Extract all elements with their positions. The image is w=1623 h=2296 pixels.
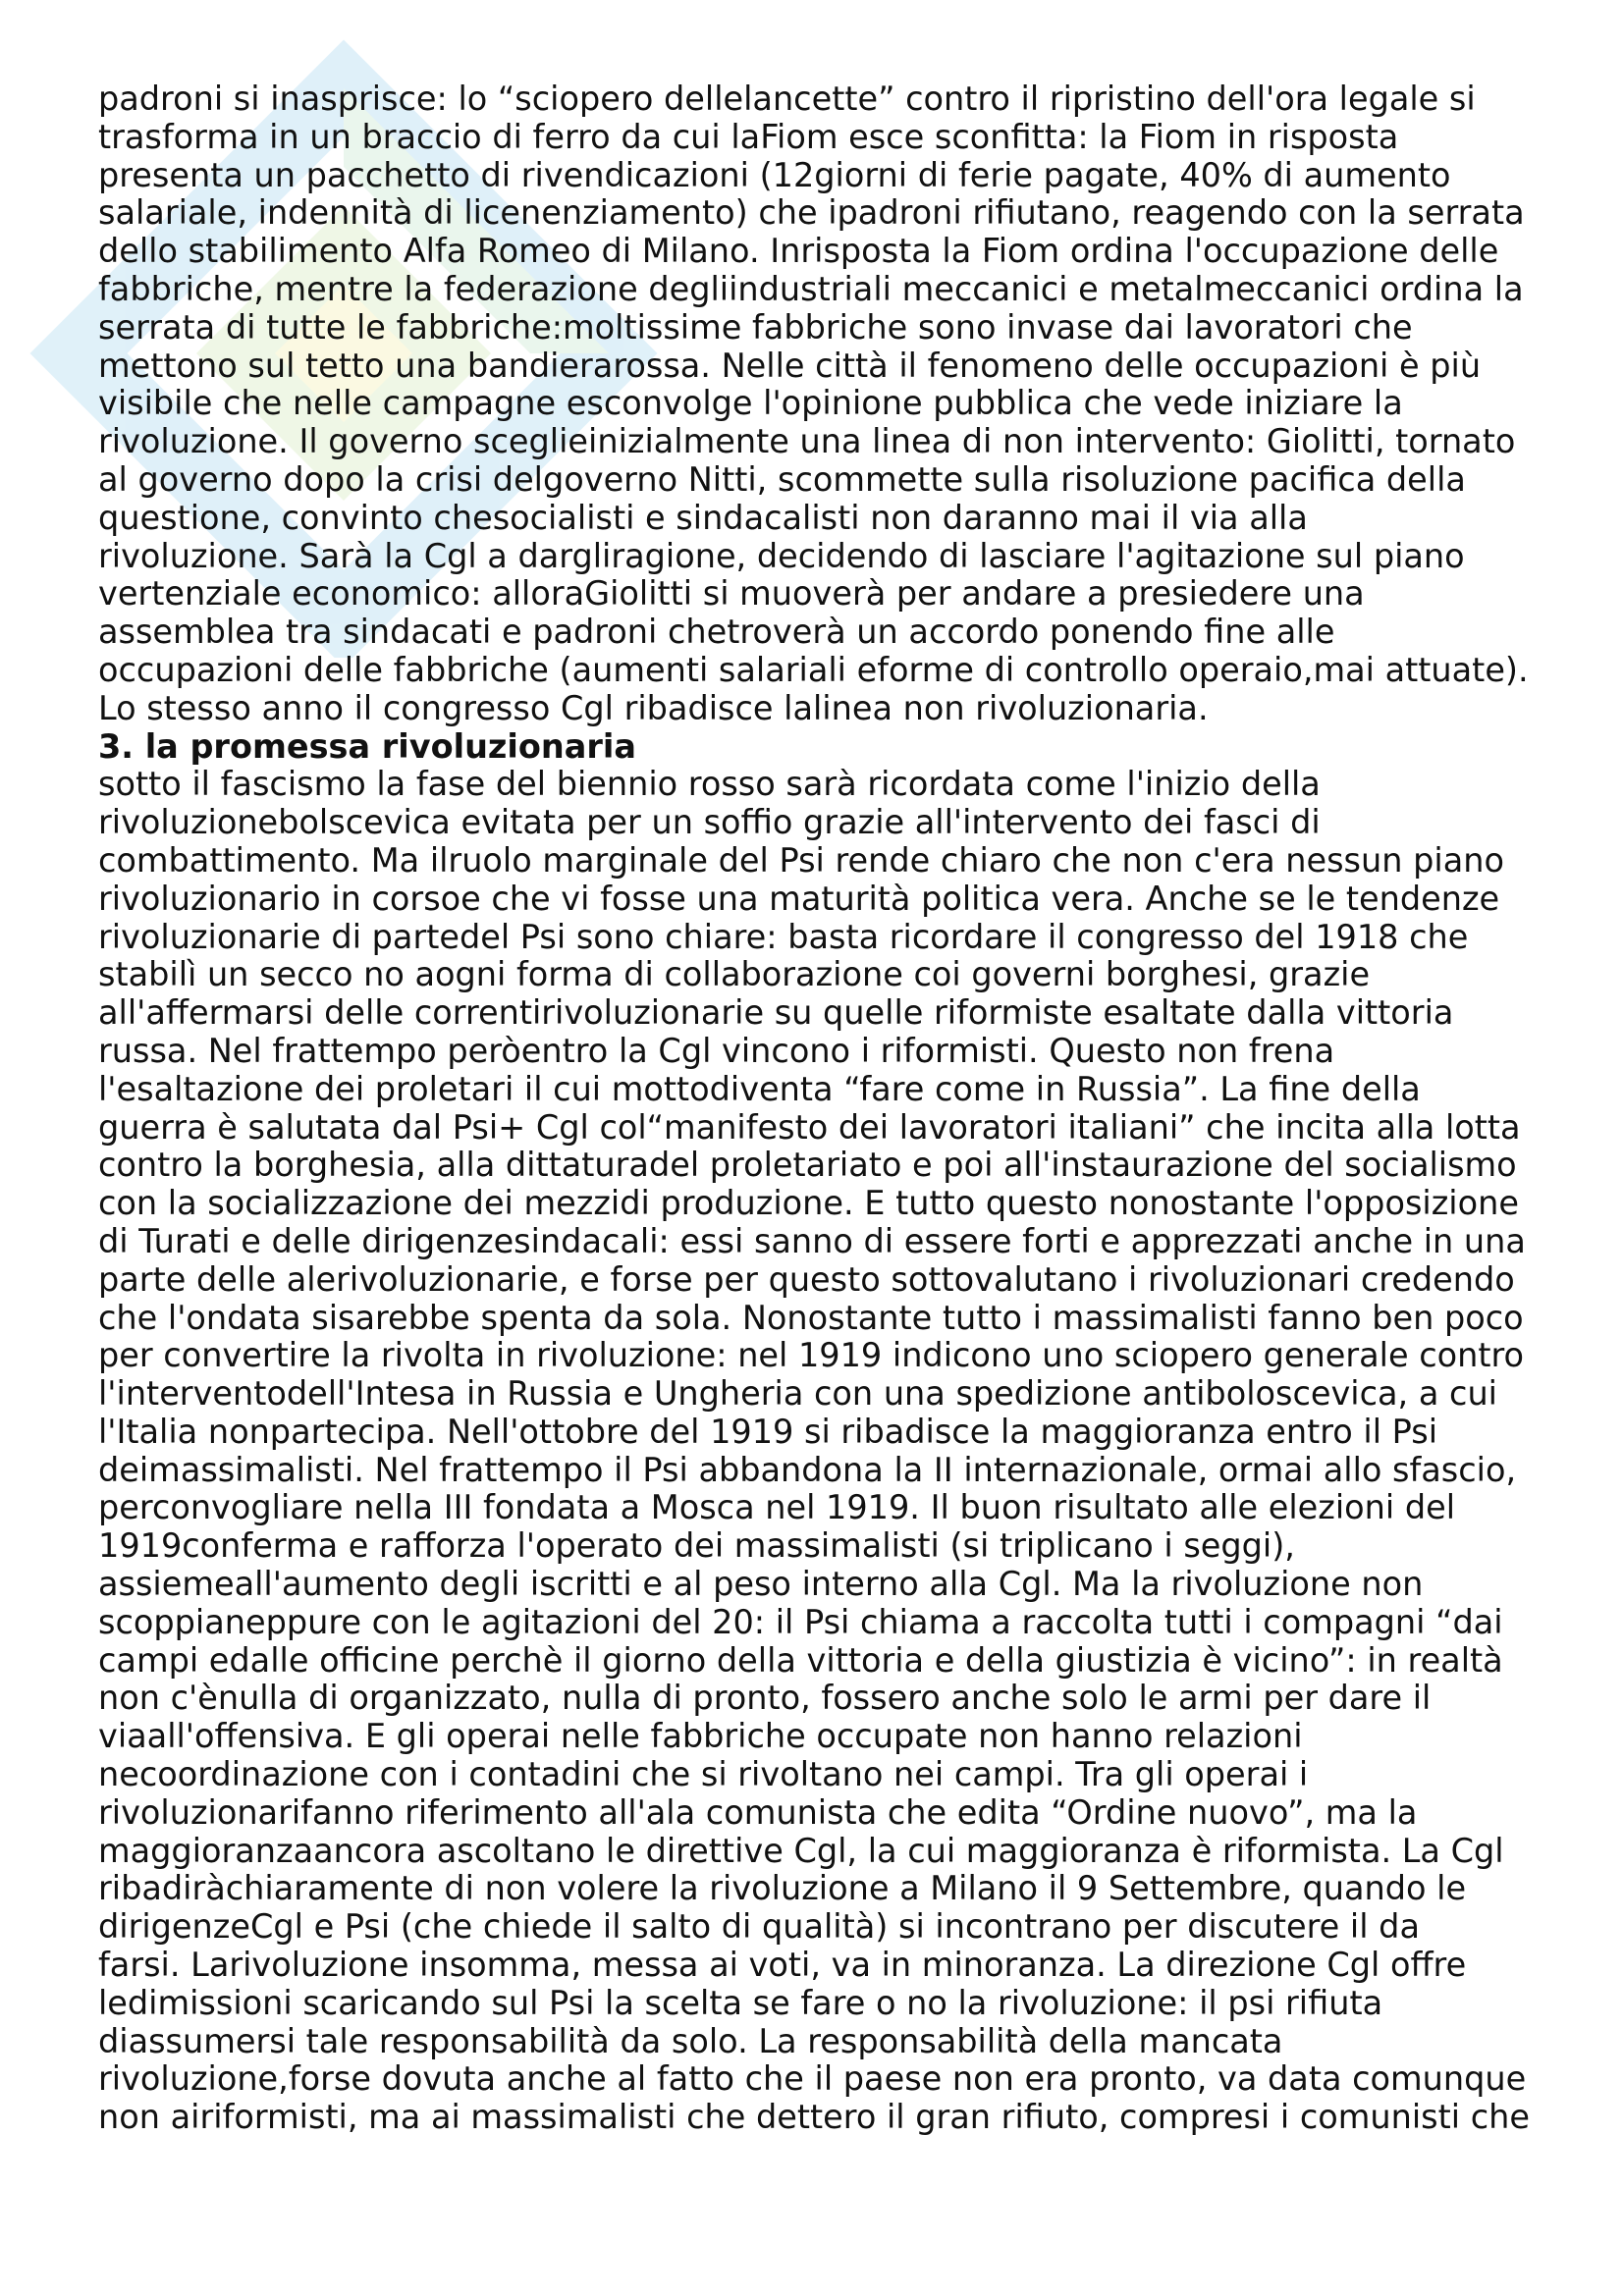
text-line: rivoluzionebolscevica evitata per un soffio grazie all'intervento dei fasci di [98,804,1321,842]
text-line: rivoluzionarie di partedel Psi sono chiare: basta ricordare il congresso del 1918 che [98,918,1469,956]
text-line: mettono sul tetto una bandierarossa. Nelle città il fenomeno delle occupazioni è più [98,347,1482,385]
text-line: combattimento. Ma ilruolo marginale del Psi rende chiaro che non c'era nessun piano [98,841,1504,880]
text-line: parte delle alerivoluzionarie, e forse per questo sottovalutano i rivoluzionari credendo [98,1260,1515,1299]
text-line: non c'ènulla di organizzato, nulla di pronto, fossero anche solo le armi per dare il [98,1680,1432,1718]
text-line: salariale, indennità di licenenziamento) che ipadroni rifiutano, reagendo con la serrata [98,194,1525,233]
text-line: sotto il fascismo la fase del biennio rosso sarà ricordata come l'inizio della [98,766,1321,804]
text-line: rivoluzione. Sarà la Cgl a dargliragione, decidendo di lasciare l'agitazione sul piano [98,537,1465,575]
text-line: con la socializzazione dei mezzidi produzione. E tutto questo nonostante l'opposizione [98,1185,1519,1223]
text-line: 1919conferma e rafforza l'operato dei massimalisti (si triplicano i seggi), [98,1527,1295,1566]
text-line: fabbriche, mentre la federazione degliindustriali meccanici e metalmeccanici ordina la [98,270,1524,308]
document-page [98,80,1542,2137]
text-line: rivoluzionario in corsoe che vi fosse una maturità politica vera. Anche se le tendenze [98,880,1500,918]
text-line: presenta un pacchetto di rivendicazioni (12giorni di ferie pagate, 40% di aumento [98,156,1451,194]
text-line: Lo stesso anno il congresso Cgl ribadisce lalinea non rivoluzionaria. [98,689,1209,727]
section-heading: 3. la promessa rivoluzionaria [98,727,636,766]
text-line: l'interventodell'Intesa in Russia e Ungheria con una spedizione antiboloscevica, a cui [98,1375,1497,1414]
paragraph-occupazione-fabbriche [98,80,1542,728]
text-line: rivoluzione,forse dovuta anche al fatto che il paese non era pronto, va data comunque [98,2060,1527,2099]
text-line: visibile che nelle campagne esconvolge l'opinione pubblica che vede iniziare la [98,385,1403,423]
text-line: campi edalle officine perchè il giorno della vittoria e della giustizia è vicino”: in realtà [98,1641,1503,1680]
text-line: farsi. Larivoluzione insomma, messa ai voti, va in minoranza. La direzione Cgl offre [98,1947,1467,1985]
text-line: perconvogliare nella III fondata a Mosca nel 1919. Il buon risultato alle elezioni del [98,1489,1456,1527]
text-line: guerra è salutata dal Psi+ Cgl col“manifesto dei lavoratori italiani” che incita alla lotta [98,1108,1521,1147]
text-line: ribadiràchiaramente di non volere la rivoluzione a Milano il 9 Settembre, quando le [98,1870,1467,1908]
paragraph-promessa-rivoluzionaria [98,766,1542,2137]
text-line: di Turati e delle dirigenzesindacali: essi sanno di essere forti e apprezzati anche in una [98,1222,1526,1260]
text-line: all'affermarsi delle correntirivoluzionarie su quelle riformiste esaltate dalla vittoria [98,994,1454,1033]
text-line: assiemeall'aumento degli iscritti e al peso interno alla Cgl. Ma la rivoluzione non [98,1566,1424,1604]
text-line: maggioranzaancora ascoltano le direttive Cgl, la cui maggioranza è riformista. La Cgl [98,1832,1504,1870]
text-line: non airiformisti, ma ai massimalisti che dettero il gran rifiuto, compresi i comunisti che [98,2099,1530,2137]
text-line: questione, convinto chesocialisti e sindacalisti non daranno mai il via alla [98,499,1308,537]
text-line: al governo dopo la crisi delgoverno Nitti, scommette sulla risoluzione pacifica della [98,460,1466,499]
text-line: serrata di tutte le fabbriche:moltissime fabbriche sono invase dai lavoratori che [98,308,1413,347]
text-line: necoordinazione con i contadini che si rivoltano nei campi. Tra gli operai i [98,1756,1309,1794]
text-line: ledimissioni scaricando sul Psi la scelta se fare o no la rivoluzione: il psi rifiuta [98,1984,1383,2022]
text-line: vertenziale economico: alloraGiolitti si muoverà per andare a presiedere una [98,575,1365,614]
text-line: scoppianeppure con le agitazioni del 20: il Psi chiama a raccolta tutti i compagni “dai [98,1603,1503,1641]
text-line: russa. Nel frattempo peròentro la Cgl vincono i riformisti. Questo non frena [98,1032,1335,1070]
text-line: rivoluzionarifanno riferimento all'ala comunista che edita “Ordine nuovo”, ma la [98,1793,1418,1832]
text-line: assemblea tra sindacati e padroni chetroverà un accordo ponendo fine alle [98,614,1335,652]
text-line: trasforma in un braccio di ferro da cui laFiom esce sconfitta: la Fiom in risposta [98,118,1399,156]
text-line: dirigenzeCgl e Psi (che chiede il salto di qualità) si incontrano per discutere il da [98,1908,1420,1947]
text-line: per convertire la rivolta in rivoluzione: nel 1919 indicono uno sciopero generale contro [98,1337,1525,1375]
text-line: viaall'offensiva. E gli operai nelle fabbriche occupate non hanno relazioni [98,1718,1303,1756]
text-line: diassumersi tale responsabilità da solo. La responsabilità della mancata [98,2022,1283,2060]
text-line: padroni si inasprisce: lo “sciopero dellelancette” contro il ripristino dell'ora legale si [98,80,1476,118]
text-line: deimassimalisti. Nel frattempo il Psi abbandona la II internazionale, ormai allo sfascio, [98,1451,1517,1489]
text-line: contro la borghesia, alla dittaturadel proletariato e poi all'instaurazione del socialismo [98,1147,1517,1185]
text-line: rivoluzione. Il governo sceglieinizialmente una linea di non intervento: Giolitti, tornato [98,423,1516,461]
text-line: stabilì un secco no aogni forma di collaborazione coi governi borghesi, grazie [98,956,1371,994]
text-line: l'Italia nonpartecipa. Nell'ottobre del 1919 si ribadisce la maggioranza entro il Psi [98,1413,1438,1451]
text-line: dello stabilimento Alfa Romeo di Milano. Inrisposta la Fiom ordina l'occupazione delle [98,233,1499,271]
text-line: l'esaltazione dei proletari il cui mottodiventa “fare come in Russia”. La fine della [98,1070,1421,1108]
text-line: che l'ondata sisarebbe spenta da sola. Nonostante tutto i massimalisti fanno ben poco [98,1299,1524,1337]
text-line: occupazioni delle fabbriche (aumenti salariali eforme di controllo operaio,mai attuate). [98,651,1529,689]
